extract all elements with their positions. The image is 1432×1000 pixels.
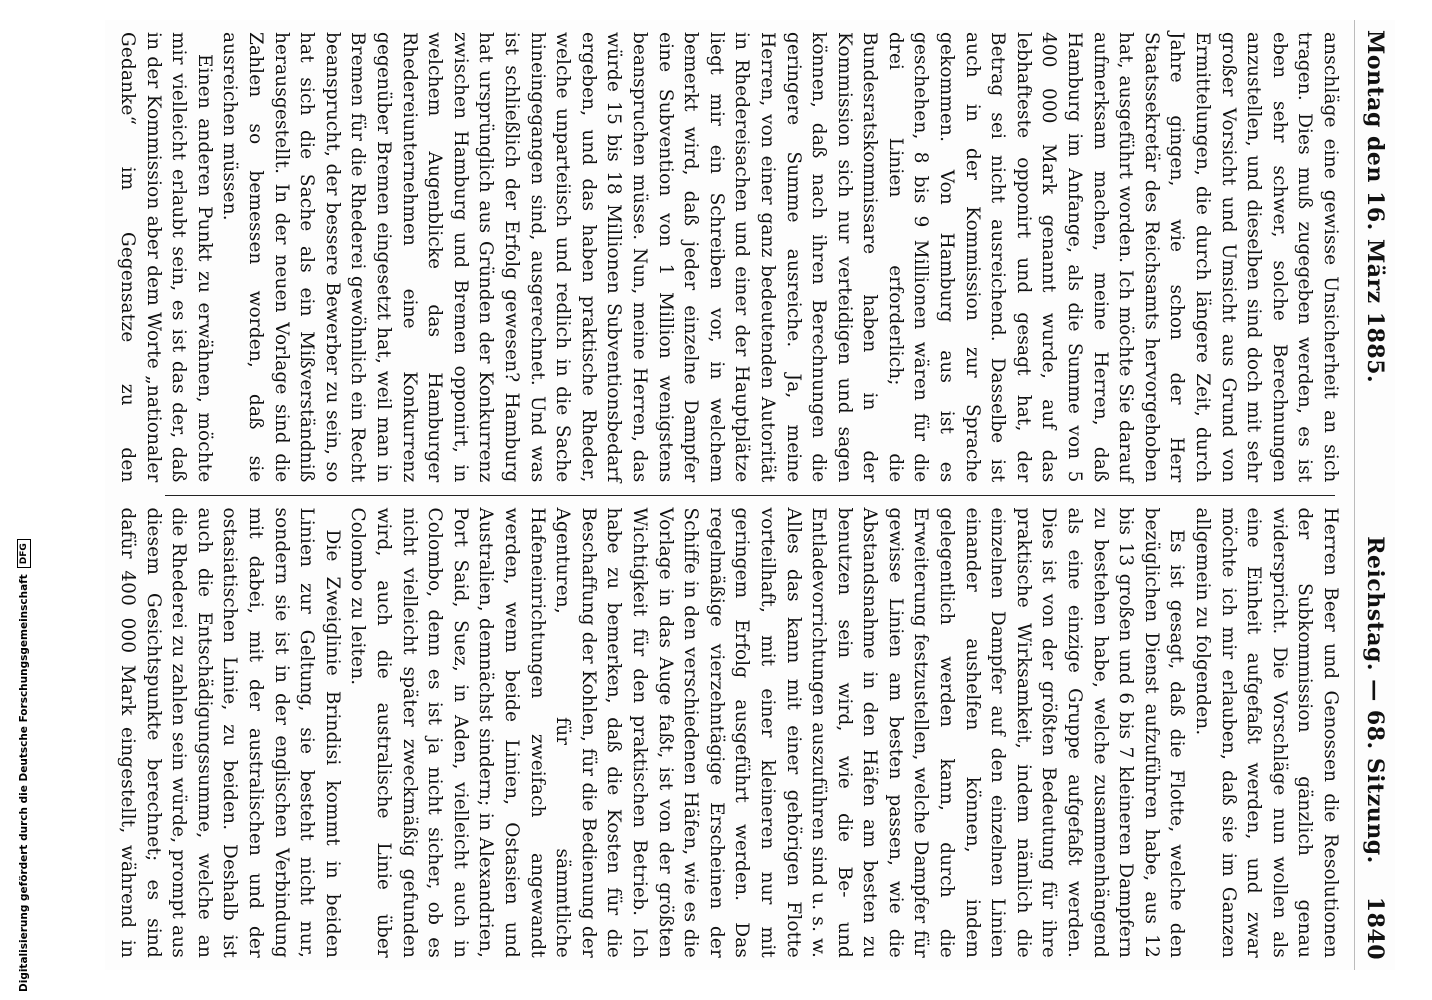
dfg-logo: DFG [17,539,31,568]
funding-credit [17,539,31,992]
page-number: 1840 [1362,896,1388,960]
header-session: Reichstag. — 68. Sitzung. [1362,536,1388,864]
text-columns [113,20,1343,970]
page-header [1354,20,1395,970]
digitization-sidebar [0,0,30,1000]
paragraph: Einen anderen Punkt zu erwähnen, möchte mir vielleicht erlaubt sein, es ist das der, daß in der Kommission aber dem Worte „nationaler Gedanke“ im Gegensatze zu den [117,32,215,483]
scanned-page [105,20,1395,970]
column-right [113,20,1343,495]
paragraph: anschläge eine gewisse Unsicherheit an sich tragen. Dies muß zugegeben werden, es ist eben sehr schwer, solche Berechnungen anzustellen, und dieselben sind doch mit sehr großer Vorsicht und Umsicht aus Grund von Ermittelungen, die durch längere Zeit, durch Jahre gingen, wie schon der Herr Staatssekretär des Reichsamts hervorgehoben hat, ausgeführt worden. Ich möchte Sie darauf aufmerksam machen, meine Herren, daß Hamburg im Anfange, als die Summe von 5 400 000 Mark genannt wurde, auf das lebhafteste opponirt und gesagt hat, der Betrag sei nicht ausreichend. Dasselbe ist auch in der Kommission zur Sprache gekommen. Von Hamburg aus ist es geschehen, 8 bis 9 Millionen wären für die drei Linien erforderlich; die Bundesratskommissare haben in der Kommission sich nur verteidigen und sagen können, daß nach ihren Berechnungen die geringere Summe ausreiche. Ja, meine Herren, von einer ganz bedeutenden Autorität in Rhedereisachen und einer der Hauptplätze liegt mir ein Schreiben vor, in welchem bemerkt wird, daß jeder einzelne Dampfer eine Subvention von 1 Million wenigstens beanspruchen müsse. Nun, meine Herren, das würde 15 bis 18 Millionen Subventionsbedarf ergeben, und das haben praktische Rheder, welche unparteiisch und redlich in die Sache hineingegangen sind, ausgerechnet. Und was ist schließlich der Erfolg gewesen? Hamburg hat ursprünglich aus Gründen der Konkurrenz zwischen Hamburg und Bremen opponirt, in welchem Augenblicke das Hamburger Rhedereiunternehmen eine Konkurrenz gegenüber Bremen eingesetzt hat, weil man in Bremen für die Rhederei gewöhnlich ein Recht beansprucht, der bessere Bewerber zu sein, so hat sich die Sache als ein Mißverständniß herausgestellt. In der neuen Vorlage sind die Zahlen so bemessen worden, daß sie ausreichen müssen. [219,32,1341,483]
paragraph: Herren Beer und Genossen die Resolutionen der Subkommission gänzlich genau widerspricht. Die Vorschläge nun wollen als eine Einheit aufgefaßt werden, und zwar möchte ich mir erlauben, daß sie im Ganzen allgemein zu folgenden. [1192,507,1341,958]
paragraph: Die Zweiglinie Brindisi kommt in beiden Linien zur Geltung, sie besteht nicht nur, sondern sie ist in der englischen Verbindung mit dabei, mit der australischen und der ostasiatischen Linie, zu beiden. Deshalb ist auch die Entschädigungssumme, welche an die Rhederei zu zahlen sein würde, prompt aus diesem Gesichtspunkte berechnet; es sind dafür 400 000 Mark eingestellt, während in [117,507,343,958]
header-date: Montag den 16. März 1885. [1362,30,1388,384]
column-left [113,496,1343,971]
paragraph: Es ist gesagt, daß die Flotte, welche den bezüglichen Dienst aufzuführen habe, aus 12 bis 13 großen und 6 bis 7 kleineren Dampfern zu bestehen habe, welche zusammenhängend als eine einzige Gruppe aufgefaßt werden. Dies ist von der größten Bedeutung für ihre praktische Wirksamkeit, indem nämlich die einzelnen Dampfer auf den einzelnen Linien einander aushelfen können, indem gelegentlich werden kann, durch die Erweiterung festzustellen, welche Dampfer für gewisse Linien am besten passen, wie die Abstandsnahme in den Häfen am besten zu benutzen sein wird, wie die Be- und Entladevorrichtungen auszuführen sind u. s. w. Alles das kann mit einer gehörigen Flotte vorteilhaft, mit einer kleineren nur mit geringem Erfolg ausgeführt werden. Das regelmäßige vierzehntägige Erscheinen der Schiffe in den verschiedenen Häfen, wie es die Vorlage in das Auge faßt, ist von der größten Wichtigkeit für den praktischen Betrieb. Ich habe zu bemerken, daß die Kosten für die Beschaffung der Kohlen, für die Bedienung der Agenturen, für sämmtliche Hafeneinrichtungen zweifach angewandt werden, wenn beide Linien, Ostasien und Australien, demnächst sindern; in Alexandrien, Port Said, Suez, in Aden, vielleicht auch in Colombo, denn es ist ja nicht sicher, ob es nicht vielleicht später zweckmäßig gefunden wird, auch die australische Linie über Colombo zu leiten. [347,507,1188,958]
funding-credit-text: Digitalisierung gefördert durch die Deutsche Forschungsgemeinschaft [18,574,30,992]
